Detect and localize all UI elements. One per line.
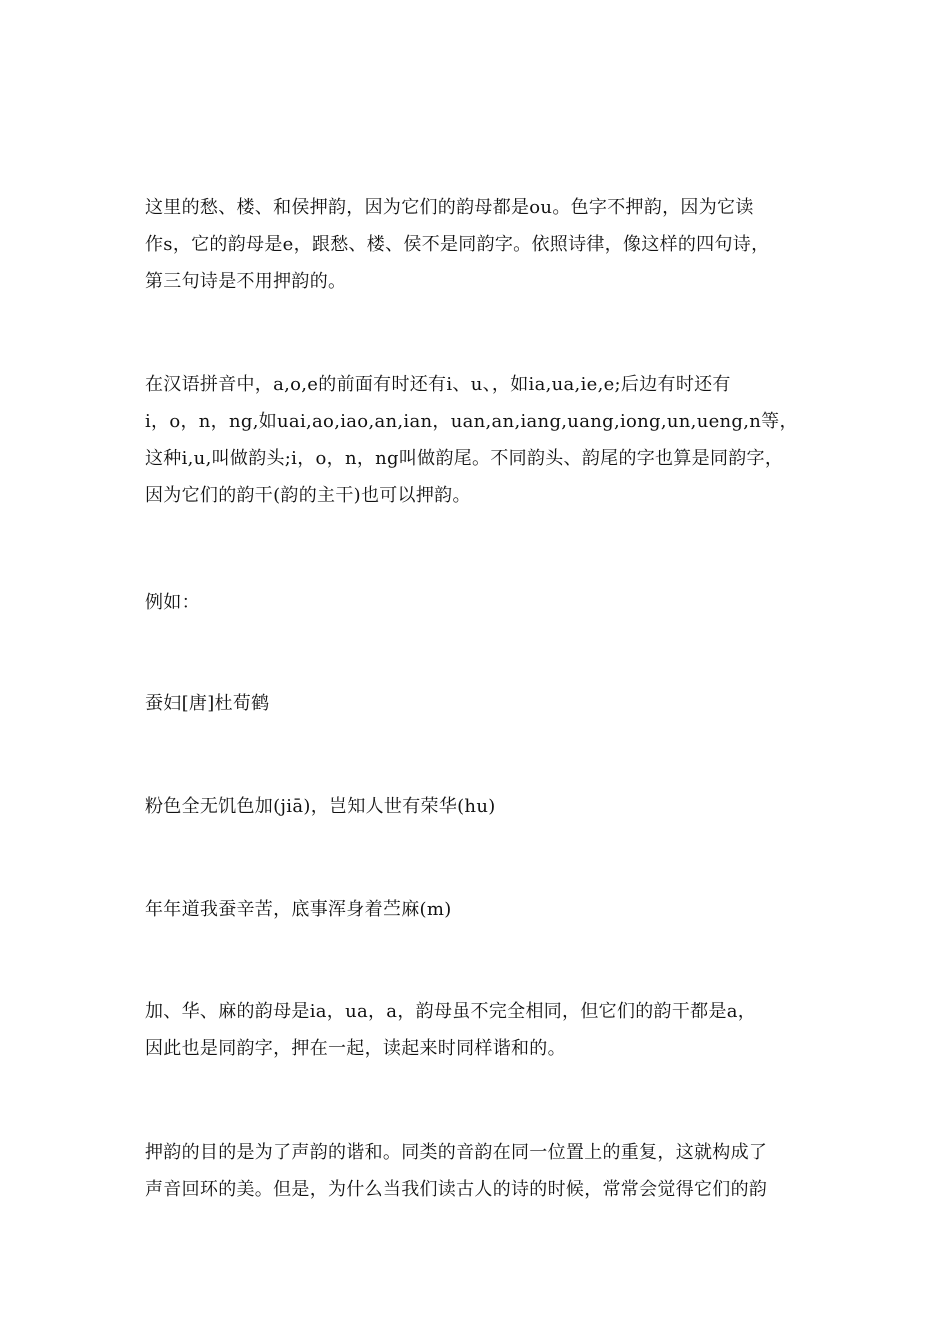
text-line: 因此也是同韵字，押在一起，读起来时同样谐和的。 <box>145 1038 566 1059</box>
paragraph-rhyme-purpose <box>145 1134 810 1208</box>
text-line: 作s，它的韵母是e，跟愁、楼、侯不是同韵字。依照诗律，像这样的四句诗， <box>145 234 770 255</box>
text-line: 因为它们的韵干(韵的主干)也可以押韵。 <box>145 485 471 506</box>
text-line: 粉色全无饥色加(jiā)，岂知人世有荣华(hu) <box>145 796 496 817</box>
text-line: 押韵的目的是为了声韵的谐和。同类的音韵在同一位置上的重复，这就构成了 <box>145 1142 768 1163</box>
text-line: 这里的愁、楼、和侯押韵，因为它们的韵母都是ou。色字不押韵，因为它读 <box>145 197 754 218</box>
text-line: 第三句诗是不用押韵的。 <box>145 271 347 292</box>
paragraph-rhyme-explanation <box>145 189 810 300</box>
poem-line-1 <box>145 788 810 825</box>
text-line: 例如： <box>145 592 200 613</box>
text-line: 加、华、麻的韵母是ia，ua，a，韵母虽不完全相同，但它们的韵干都是a， <box>145 1001 757 1022</box>
poem-title <box>145 685 810 722</box>
text-line: 蚕妇[唐]杜荀鹤 <box>145 693 270 714</box>
text-line: 在汉语拼音中，a,o,e的前面有时还有i、u、，如ia,ua,ie,e;后边有时还有 <box>145 374 731 395</box>
poem-line-2 <box>145 891 810 928</box>
paragraph-example-intro <box>145 584 810 621</box>
text-line: i，o，n，ng,如uai,ao,iao,an,ian，uan,an,iang,uang,iong,un,ueng,n等， <box>145 411 798 432</box>
paragraph-rhyme-analysis <box>145 993 810 1067</box>
text-line: 这种i,u,叫做韵头;i，o，n，ng叫做韵尾。不同韵头、韵尾的字也算是同韵字， <box>145 448 784 469</box>
text-line: 声音回环的美。但是，为什么当我们读古人的诗的时候，常常会觉得它们的韵 <box>145 1179 768 1200</box>
paragraph-pinyin-finals <box>145 366 810 514</box>
text-line: 年年道我蚕辛苦，底事浑身着苎麻(m) <box>145 899 452 920</box>
